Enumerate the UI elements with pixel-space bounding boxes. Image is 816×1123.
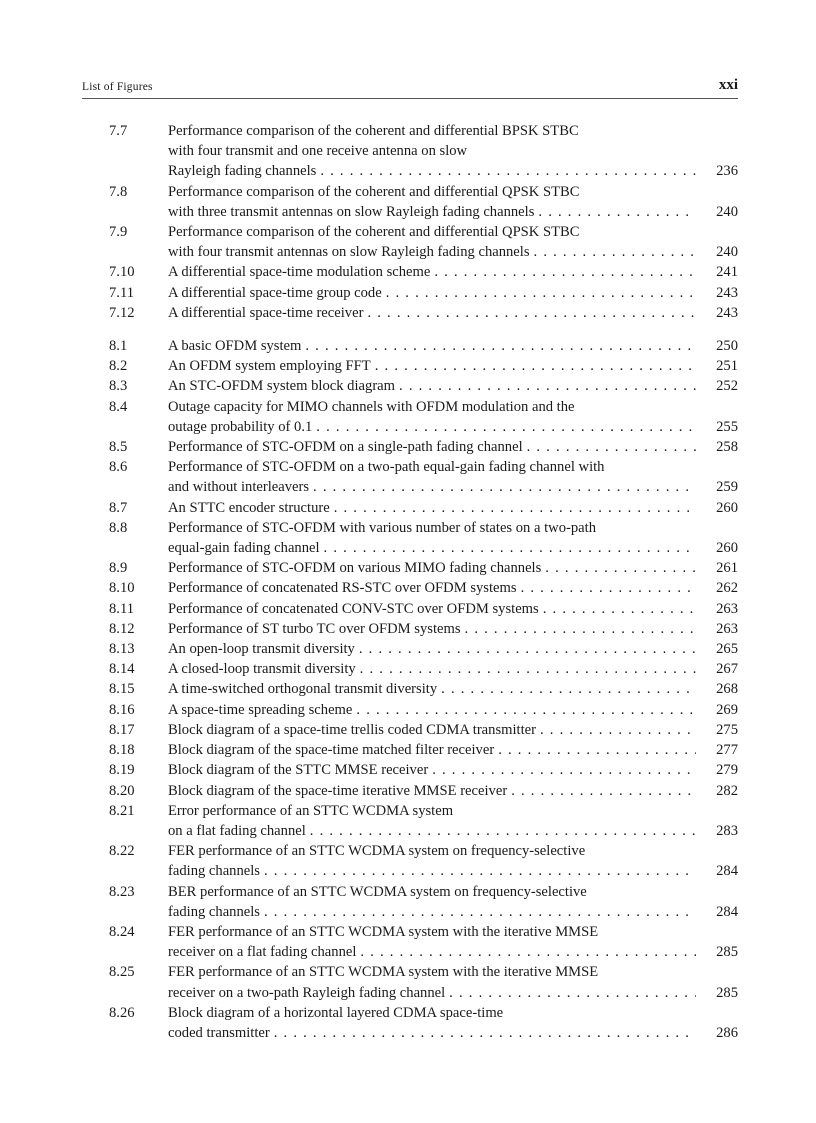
dot-leader — [313, 477, 696, 497]
figure-number: 8.11 — [109, 600, 134, 617]
dot-leader — [498, 740, 696, 760]
figure-number: 8.1 — [109, 338, 128, 355]
figure-caption-line: with four transmit and one receive antenna on slow — [168, 143, 468, 160]
figure-caption-line: Performance comparison of the coherent and differential BPSK STBC — [168, 123, 579, 139]
figure-entry[interactable] — [82, 578, 738, 598]
figure-caption-line: coded transmitter — [168, 1024, 270, 1041]
figure-number: 8.3 — [109, 378, 128, 395]
figure-page-number: 243 — [716, 284, 738, 301]
figure-entry[interactable] — [82, 781, 738, 801]
figure-caption-line: Error performance of an STTC WCDMA system — [168, 802, 454, 819]
figure-entry[interactable] — [82, 720, 738, 740]
figure-page-number: 267 — [716, 661, 738, 678]
figure-number: 8.16 — [109, 701, 135, 718]
figure-entry[interactable] — [82, 518, 738, 558]
figure-number: 8.12 — [109, 620, 135, 637]
figure-number: 8.26 — [109, 1004, 135, 1021]
figure-page-number: 285 — [716, 944, 738, 961]
figure-caption-line: Block diagram of the space-time iterative MMSE receiver — [168, 782, 508, 799]
figure-caption-line: FER performance of an STTC WCDMA system on frequency-selective — [168, 843, 586, 860]
dot-leader — [534, 242, 696, 262]
figure-entry[interactable] — [82, 283, 738, 303]
figure-caption-line: receiver on a two-path Rayleigh fading channel — [168, 984, 446, 1001]
figure-page-number: 284 — [716, 903, 738, 920]
figure-number: 8.2 — [109, 358, 128, 375]
figure-entry[interactable] — [82, 1003, 738, 1043]
dot-leader — [527, 437, 696, 457]
figure-caption-line: Block diagram of a horizontal layered CDMA space-time — [168, 1004, 504, 1021]
figure-caption-line: A time-switched orthogonal transmit diversity — [168, 681, 438, 698]
figure-page-number: 240 — [716, 203, 738, 220]
figure-caption-line: Performance of ST turbo TC over OFDM systems — [168, 620, 461, 637]
figure-caption-line: An STC-OFDM system block diagram — [168, 378, 396, 395]
header-section-title: List of Figures — [82, 81, 153, 93]
figure-entry[interactable] — [82, 679, 738, 699]
figure-number: 8.24 — [109, 923, 135, 940]
dot-leader — [305, 336, 696, 356]
figure-entry[interactable] — [82, 222, 738, 262]
dot-leader — [310, 821, 696, 841]
figure-caption-line: Outage capacity for MIMO channels with OFDM modulation and the — [168, 398, 575, 415]
figure-entry[interactable] — [82, 841, 738, 881]
figure-page-number: 251 — [716, 358, 738, 375]
figure-number: 8.15 — [109, 681, 135, 698]
list-of-figures — [82, 121, 738, 1043]
figure-caption-line: An STTC encoder structure — [168, 499, 330, 516]
dot-leader — [274, 1023, 696, 1043]
figure-number: 8.19 — [109, 762, 135, 779]
figure-page-number: 243 — [716, 304, 738, 321]
figure-caption-line: with four transmit antennas on slow Rayleigh fading channels — [168, 244, 530, 261]
figure-number: 8.9 — [109, 560, 128, 577]
figure-number: 7.12 — [109, 304, 135, 321]
figure-number: 8.23 — [109, 883, 135, 900]
dot-leader — [324, 538, 696, 558]
figure-entry[interactable] — [82, 599, 738, 619]
figure-caption-line: A differential space-time receiver — [168, 304, 364, 321]
figure-entry[interactable] — [82, 760, 738, 780]
figure-entry[interactable] — [82, 376, 738, 396]
dot-leader — [264, 861, 696, 881]
header-page-number: xxi — [718, 77, 738, 93]
figure-caption-line: Performance of STC-OFDM on a two-path equal-gain fading channel with — [168, 459, 605, 476]
figure-caption-line: Rayleigh fading channels — [168, 163, 317, 180]
figure-caption-line: A space-time spreading scheme — [168, 701, 353, 718]
figure-entry[interactable] — [82, 397, 738, 437]
figure-page-number: 279 — [716, 762, 738, 779]
figure-number: 8.21 — [109, 802, 135, 819]
dot-leader — [543, 599, 696, 619]
figure-page-number: 260 — [716, 499, 738, 516]
dot-leader — [360, 942, 696, 962]
dot-leader — [465, 619, 696, 639]
figure-page-number: 268 — [716, 681, 738, 698]
figure-caption-line: Performance of STC-OFDM on various MIMO fading channels — [168, 560, 542, 577]
figure-number: 8.17 — [109, 721, 135, 738]
dot-leader — [356, 700, 696, 720]
figure-entry[interactable] — [82, 801, 738, 841]
figure-number: 7.7 — [109, 123, 128, 139]
figure-entry[interactable] — [82, 498, 738, 518]
figure-number: 8.5 — [109, 439, 128, 456]
figure-entry[interactable] — [82, 962, 738, 1002]
figure-page-number: 263 — [716, 620, 738, 637]
figure-caption-line: Block diagram of a space-time trellis coded CDMA transmitter — [168, 721, 536, 738]
dot-leader — [316, 417, 696, 437]
figure-page-number: 255 — [716, 418, 738, 435]
dot-leader — [399, 376, 696, 396]
figure-caption-line: An OFDM system employing FFT — [168, 358, 371, 375]
figure-number: 8.22 — [109, 843, 135, 860]
figure-number: 8.18 — [109, 742, 135, 759]
figure-page-number: 269 — [716, 701, 738, 718]
figure-page-number: 286 — [716, 1024, 738, 1041]
figure-page-number: 282 — [716, 782, 738, 799]
dot-leader — [434, 262, 696, 282]
figure-number: 7.11 — [109, 284, 134, 301]
figure-caption-line: outage probability of 0.1 — [168, 418, 313, 435]
figure-number: 8.6 — [109, 459, 128, 476]
figure-entry[interactable] — [82, 619, 738, 639]
figure-caption-line: fading channels — [168, 863, 260, 880]
figure-number: 8.10 — [109, 580, 135, 597]
dot-leader — [540, 720, 696, 740]
dot-leader — [449, 983, 696, 1003]
figure-page-number: 262 — [716, 580, 738, 597]
figure-entry[interactable] — [82, 182, 738, 222]
figure-caption-line: A differential space-time group code — [168, 284, 382, 301]
figure-page-number: 236 — [716, 163, 738, 180]
figure-number: 8.7 — [109, 499, 128, 516]
figure-number: 8.14 — [109, 661, 135, 678]
figure-entry[interactable] — [82, 262, 738, 282]
dot-leader — [360, 659, 696, 679]
figure-caption-line: BER performance of an STTC WCDMA system on frequency-selective — [168, 883, 587, 900]
figure-caption-line: FER performance of an STTC WCDMA system with the iterative MMSE — [168, 923, 599, 940]
figure-entry[interactable] — [82, 336, 738, 356]
figure-caption-line: Performance of concatenated CONV-STC over OFDM systems — [168, 600, 539, 617]
figure-caption-line: receiver on a flat fading channel — [168, 944, 357, 961]
dot-leader — [511, 781, 696, 801]
figure-page-number: 260 — [716, 540, 738, 557]
figure-caption-line: equal-gain fading channel — [168, 540, 320, 557]
dot-leader — [386, 283, 696, 303]
figure-page-number: 284 — [716, 863, 738, 880]
figure-number: 8.25 — [109, 964, 135, 981]
figure-number: 8.8 — [109, 519, 128, 536]
figure-page-number: 252 — [716, 378, 738, 395]
figure-caption-line: An open-loop transmit diversity — [168, 641, 355, 658]
running-header — [82, 79, 738, 97]
figure-number: 8.13 — [109, 641, 135, 658]
figure-page-number: 277 — [716, 742, 738, 759]
dot-leader — [359, 639, 696, 659]
dot-leader — [521, 578, 696, 598]
figure-caption-line: A differential space-time modulation scheme — [168, 264, 431, 281]
figure-page-number: 261 — [716, 560, 738, 577]
figure-caption-line: Performance of STC-OFDM with various number of states on a two-path — [168, 519, 597, 536]
figure-page-number: 283 — [716, 822, 738, 839]
figure-entry[interactable] — [82, 558, 738, 578]
figure-entry[interactable] — [82, 740, 738, 760]
dot-leader — [320, 161, 696, 181]
dot-leader — [375, 356, 696, 376]
figure-caption-line: Block diagram of the space-time matched filter receiver — [168, 742, 495, 759]
figure-caption-line: Performance of STC-OFDM on a single-path fading channel — [168, 439, 523, 456]
dot-leader — [432, 760, 696, 780]
figure-number: 7.9 — [109, 224, 128, 241]
dot-leader — [441, 679, 696, 699]
figure-number: 8.20 — [109, 782, 135, 799]
figure-caption-line: fading channels — [168, 903, 260, 920]
figure-page-number: 241 — [716, 264, 738, 281]
figure-page-number: 285 — [716, 984, 738, 1001]
figure-page-number: 258 — [716, 439, 738, 456]
figure-page-number: 275 — [716, 721, 738, 738]
figure-caption-line: and without interleavers — [168, 479, 310, 496]
figure-entry[interactable] — [82, 700, 738, 720]
figure-page-number: 265 — [716, 641, 738, 658]
figure-caption-line: A basic OFDM system — [168, 338, 302, 355]
figure-entry[interactable] — [82, 437, 738, 457]
dot-leader — [367, 303, 696, 323]
figure-page-number: 263 — [716, 600, 738, 617]
figure-number: 7.10 — [109, 264, 135, 281]
figure-entry[interactable] — [82, 922, 738, 962]
dot-leader — [538, 202, 696, 222]
figure-caption-line: Performance of concatenated RS-STC over OFDM systems — [168, 580, 517, 597]
figure-caption-line: Block diagram of the STTC MMSE receiver — [168, 762, 429, 779]
dot-leader — [264, 902, 696, 922]
figure-entry[interactable] — [82, 303, 738, 323]
header-rule — [82, 98, 738, 99]
figure-entry[interactable] — [82, 121, 738, 182]
figure-entry[interactable] — [82, 356, 738, 376]
dot-leader — [334, 498, 696, 518]
figure-caption-line: with three transmit antennas on slow Rayleigh fading channels — [168, 203, 535, 220]
figure-caption-line: Performance comparison of the coherent and differential QPSK STBC — [168, 183, 580, 200]
figure-caption-line: A closed-loop transmit diversity — [168, 661, 356, 678]
figure-entry[interactable] — [82, 457, 738, 497]
dot-leader — [545, 558, 696, 578]
figure-caption-line: on a flat fading channel — [168, 822, 306, 839]
figure-entry[interactable] — [82, 882, 738, 922]
figure-page-number: 240 — [716, 244, 738, 261]
figure-entry[interactable] — [82, 659, 738, 679]
figure-page-number: 250 — [716, 338, 738, 355]
figure-number: 8.4 — [109, 398, 128, 415]
figure-caption-line: Performance comparison of the coherent and differential QPSK STBC — [168, 224, 580, 241]
figure-entry[interactable] — [82, 639, 738, 659]
figure-caption-line: FER performance of an STTC WCDMA system with the iterative MMSE — [168, 964, 599, 981]
figure-number: 7.8 — [109, 183, 128, 200]
figure-page-number: 259 — [716, 479, 738, 496]
